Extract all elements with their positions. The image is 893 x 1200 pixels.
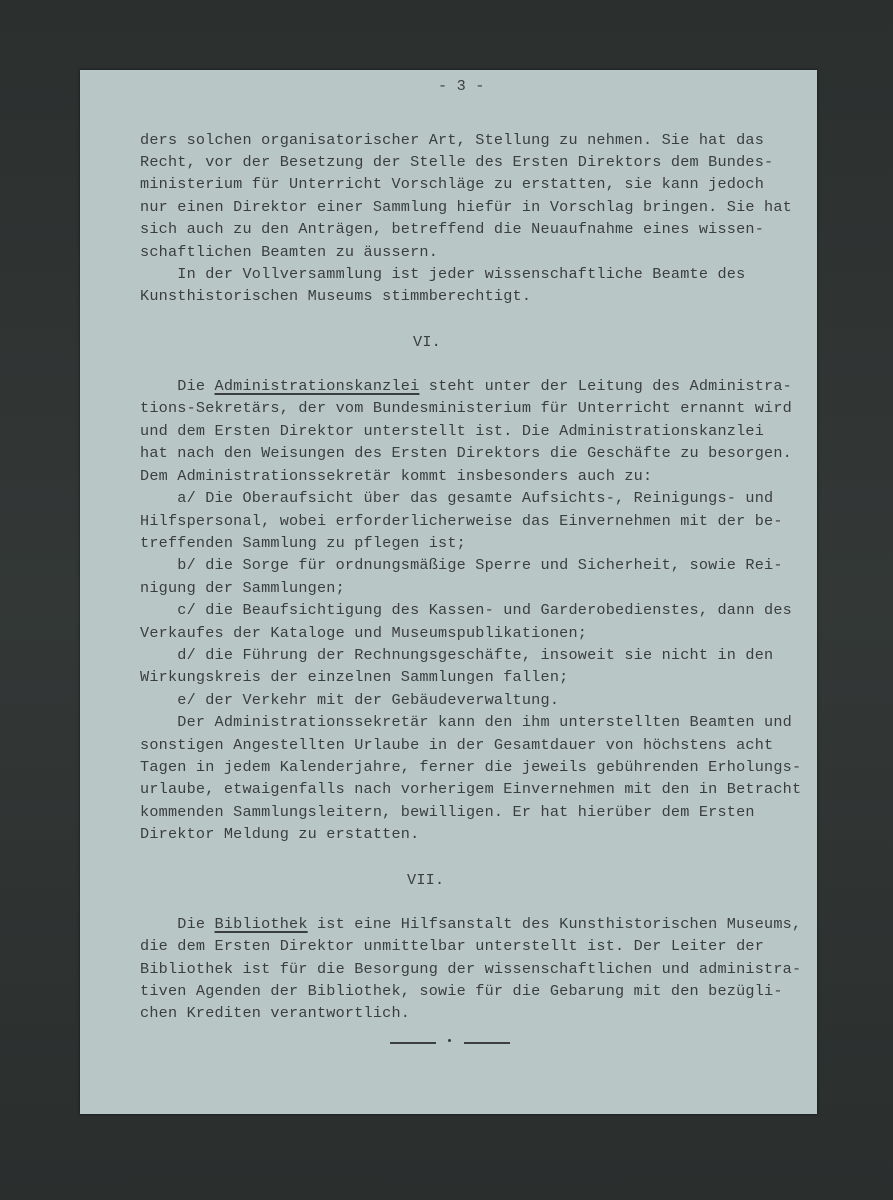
text-line: nur einen Direktor einer Sammlung hiefür in Vorschlag bringen. Sie hat [140, 198, 792, 216]
list-item-a: a/ Die Oberaufsicht über das gesamte Aufsichts-, Reinigungs- und [140, 489, 774, 507]
text-line: hat nach den Weisungen des Ersten Direktors die Geschäfte zu besorgen. [140, 444, 792, 462]
section-heading-vii: VII. [407, 871, 445, 889]
section-heading-vi: VI. [413, 333, 441, 351]
text-line: Recht, vor der Besetzung der Stelle des Ersten Direktors dem Bundes- [140, 153, 774, 171]
text-line: treffenden Sammlung zu pflegen ist; [140, 534, 466, 552]
text-line: Direktor Meldung zu erstatten. [140, 825, 420, 843]
closing-divider-left [390, 1042, 436, 1044]
page-number: - 3 - [438, 77, 485, 95]
text-line: ministerium für Unterricht Vorschläge zu erstatten, sie kann jedoch [140, 175, 765, 193]
text-line: ders solchen organisatorischer Art, Stellung zu nehmen. Sie hat das [140, 131, 765, 149]
text-line: Tagen in jedem Kalenderjahre, ferner die jeweils gebührenden Erholungs- [140, 758, 802, 776]
list-item-b: b/ die Sorge für ordnungsmäßige Sperre und Sicherheit, sowie Rei- [140, 556, 783, 574]
closing-divider-dot [448, 1039, 451, 1042]
text-line: Der Administrationssekretär kann den ihm unterstellten Beamten und [140, 713, 792, 731]
text-line: sich auch zu den Anträgen, betreffend die Neuaufnahme eines wissen- [140, 220, 765, 238]
intro-suffix: ist eine Hilfsanstalt des Kunsthistorischen Museums, [307, 915, 802, 933]
list-item-e: e/ der Verkehr mit der Gebäudeverwaltung. [140, 691, 560, 709]
text-line: schaftlichen Beamten zu äussern. [140, 243, 439, 261]
list-item-c: c/ die Beaufsichtigung des Kassen- und Garderobedienstes, dann des [140, 601, 792, 619]
text-line: urlaube, etwaigenfalls nach vorherigem Einvernehmen mit den in Betracht [140, 780, 802, 798]
term-bibliothek: Bibliothek [214, 915, 308, 933]
section-vii-intro [140, 915, 801, 933]
text-line: In der Vollversammlung ist jeder wissenschaftliche Beamte des [140, 265, 746, 283]
term-administrationskanzlei: Administrationskanzlei [214, 377, 420, 395]
intro-suffix: steht unter der Leitung des Administra- [419, 377, 792, 395]
text-line: und dem Ersten Direktor unterstellt ist. Die Administrationskanzlei [140, 422, 765, 440]
intro-prefix: Die [140, 377, 215, 395]
text-line: die dem Ersten Direktor unmittelbar unterstellt ist. Der Leiter der [140, 937, 765, 955]
section-vi-intro [140, 377, 792, 395]
text-line: Bibliothek ist für die Besorgung der wissenschaftlichen und administra- [140, 960, 802, 978]
text-line: sonstigen Angestellten Urlaube in der Gesamtdauer von höchstens acht [140, 736, 774, 754]
text-line: Hilfspersonal, wobei erforderlicherweise das Einvernehmen mit der be- [140, 512, 783, 530]
list-item-d: d/ die Führung der Rechnungsgeschäfte, insoweit sie nicht in den [140, 646, 774, 664]
text-line: Wirkungskreis der einzelnen Sammlungen fallen; [140, 668, 569, 686]
text-line: Kunsthistorischen Museums stimmberechtigt. [140, 287, 532, 305]
text-line: tiven Agenden der Bibliothek, sowie für die Gebarung mit den bezügli- [140, 982, 783, 1000]
text-line: nigung der Sammlungen; [140, 579, 345, 597]
text-line: Dem Administrationssekretär kommt insbesonders auch zu: [140, 467, 653, 485]
intro-prefix: Die [140, 915, 215, 933]
text-line: kommenden Sammlungsleitern, bewilligen. Er hat hierüber dem Ersten [140, 803, 755, 821]
text-line: chen Krediten verantwortlich. [140, 1004, 411, 1022]
text-line: tions-Sekretärs, der vom Bundesministerium für Unterricht ernannt wird [140, 399, 792, 417]
closing-divider-right [464, 1042, 510, 1044]
text-line: Verkaufes der Kataloge und Museumspublikationen; [140, 624, 588, 642]
